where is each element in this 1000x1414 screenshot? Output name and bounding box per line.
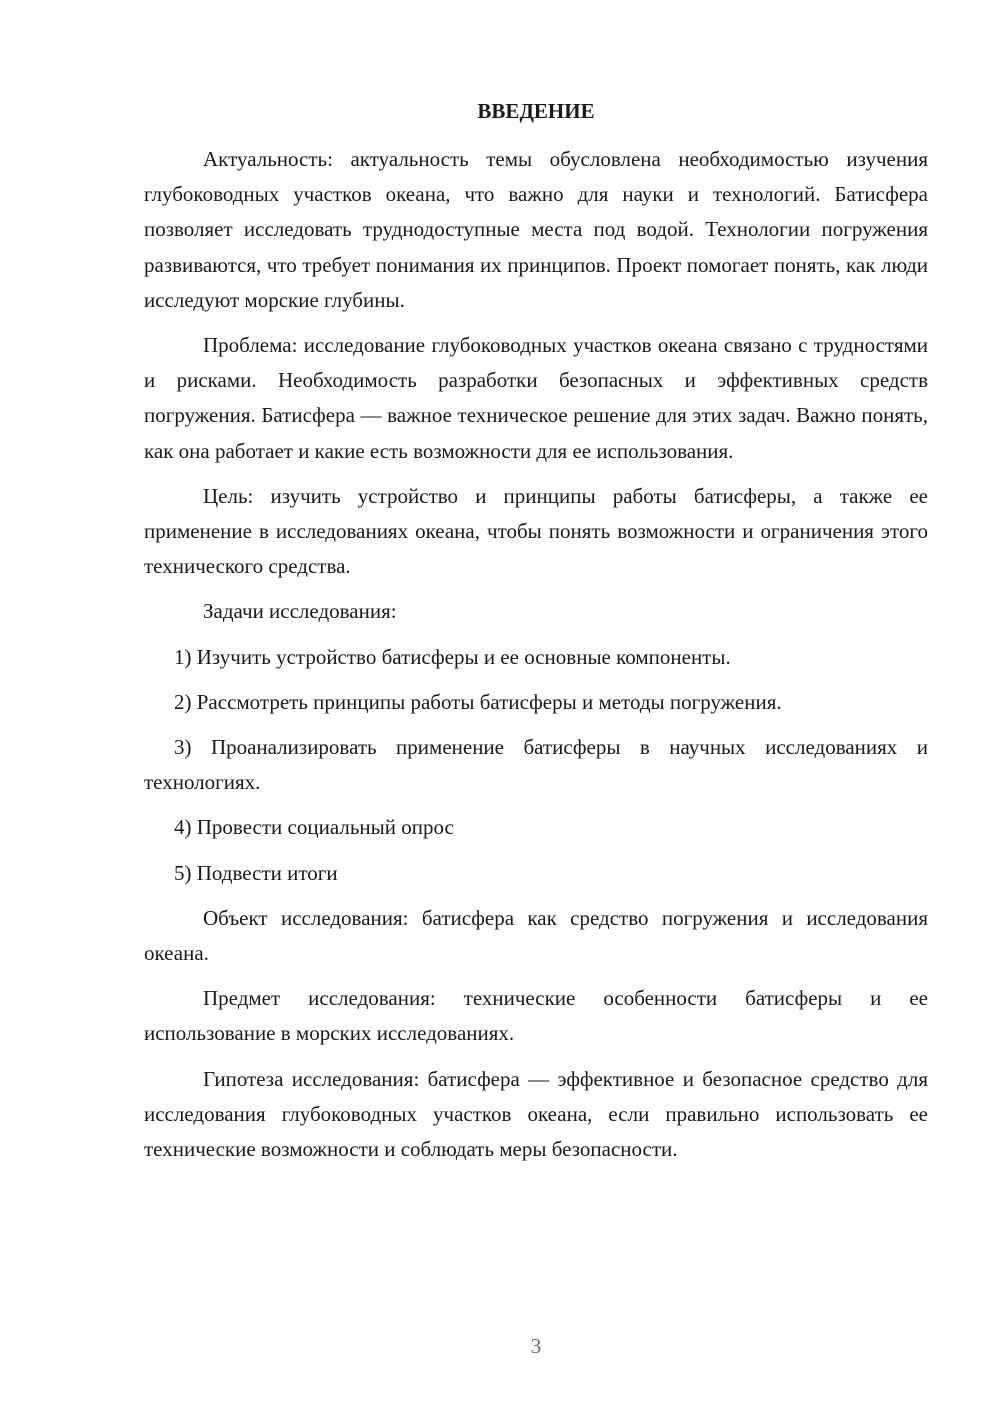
paragraph-problem: Проблема: исследование глубоководных участков океана связано с трудностями и рисками. Необходимость разработки безопасных и эффективных средств погружения. Батисфера — важное техническое решение для этих задач. Важно понять, как она работает и какие есть возможности для ее использования.	[144, 333, 928, 463]
task-item-1: 1) Изучить устройство батисферы и ее основные компоненты.	[174, 644, 731, 669]
paragraph-goal: Цель: изучить устройство и принципы работы батисферы, а также ее применение в исследованиях океана, чтобы понять возможности и ограничения этого технического средства.	[144, 483, 928, 579]
paragraph-relevance: Актуальность: актуальность темы обусловлена необходимостью изучения глубоководных участков океана, что важно для науки и технологий. Батисфера позволяет исследовать труднодоступные места под водой. Технологии погружения развиваются, что требует понимания их принципов. Проект помогает понять, как люди исследуют морские глубины.	[144, 147, 928, 312]
paragraph-object: Объект исследования: батисфера как средство погружения и исследования океана.	[144, 905, 928, 966]
task-item-5: 5) Подвести итоги	[174, 860, 338, 885]
task-item-3: 3) Проанализировать применение батисферы в научных исследованиях и технологиях.	[144, 735, 928, 795]
paragraph-subject: Предмет исследования: технические особенности батисферы и ее использование в морских исследованиях.	[144, 986, 928, 1046]
tasks-heading: Задачи исследования:	[203, 599, 397, 624]
task-item-2: 2) Рассмотреть принципы работы батисферы и методы погружения.	[174, 689, 782, 714]
paragraph-hypothesis: Гипотеза исследования: батисфера — эффективное и безопасное средство для исследования глубоководных участков океана, если правильно использовать ее технические возможности и соблюдать меры безопасности.	[144, 1066, 928, 1162]
section-title: ВВЕДЕНИЕ	[477, 99, 595, 123]
task-item-4: 4) Провести социальный опрос	[174, 815, 454, 840]
document-page	[144, 94, 928, 1177]
page-number: 3	[530, 1334, 542, 1358]
